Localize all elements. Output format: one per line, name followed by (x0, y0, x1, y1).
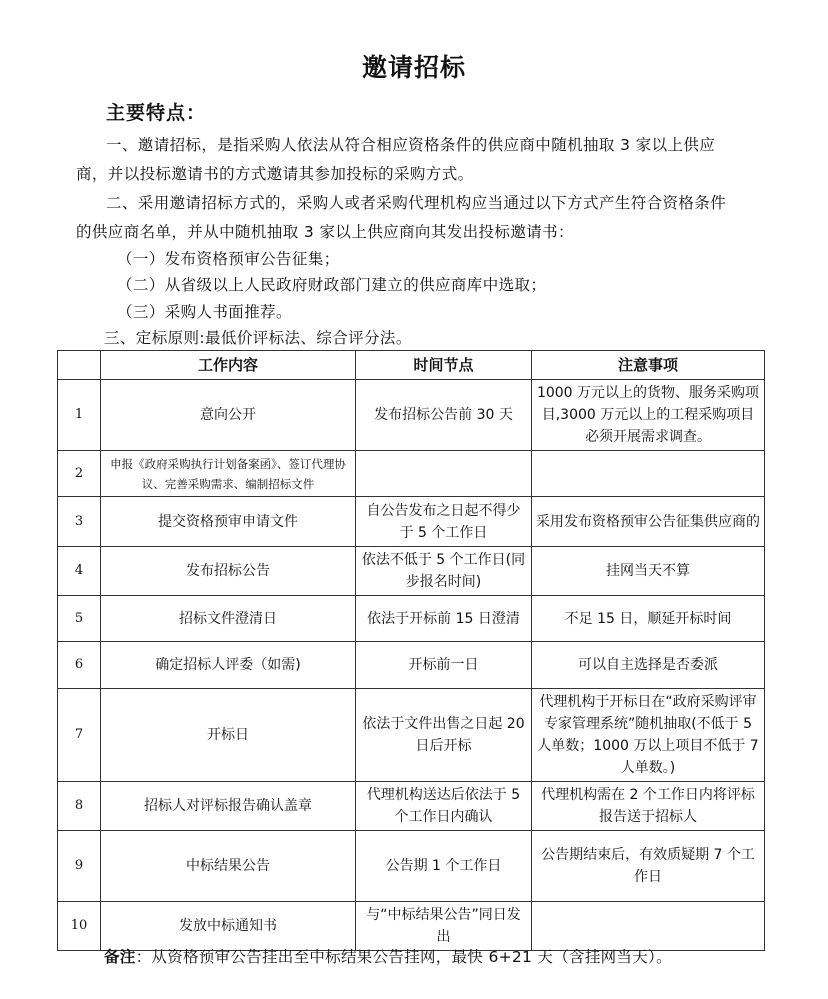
principle-line: 三、定标原则:最低价评标法、综合评分法。 (104, 329, 412, 347)
row-content: 意向公开 (101, 380, 356, 451)
row-note: 可以自主选择是否委派 (532, 642, 765, 689)
paragraph-1: 一、邀请招标，是指采购人依法从符合相应资格条件的供应商中随机抽取 3 家以上供应商，并以投标邀请书的方式邀请其参加投标的采购方式。 (76, 136, 716, 183)
row-content: 中标结果公告 (101, 831, 356, 902)
row-time: 自公告发布之日起不得少于 5 个工作日 (356, 497, 532, 547)
row-content: 发放中标通知书 (101, 902, 356, 951)
row-number: 3 (58, 497, 101, 547)
row-time (356, 451, 532, 497)
row-time: 发布招标公告前 30 天 (356, 380, 532, 451)
row-number: 2 (58, 451, 101, 497)
table-row (58, 831, 765, 902)
row-content: 确定招标人评委（如需) (101, 642, 356, 689)
row-number: 10 (58, 902, 101, 951)
row-note: 公告期结束后，有效质疑期 7 个工作日 (532, 831, 765, 902)
table-row (58, 451, 765, 497)
header-time-node: 时间节点 (356, 351, 532, 380)
row-number: 9 (58, 831, 101, 902)
row-content: 招标人对评标报告确认盖章 (101, 782, 356, 831)
row-time: 开标前一日 (356, 642, 532, 689)
row-number: 8 (58, 782, 101, 831)
table-row (58, 642, 765, 689)
table-row (58, 497, 765, 547)
row-content: 申报《政府采购执行计划备案函》、签订代理协议、完善采购需求、编制招标文件 (101, 451, 356, 497)
row-time: 依法不低于 5 个工作日(同步报名时间) (356, 547, 532, 596)
page-title: 邀请招标 (361, 53, 466, 82)
table-row (58, 902, 765, 951)
row-number: 5 (58, 596, 101, 642)
table-row (58, 380, 765, 451)
row-number: 6 (58, 642, 101, 689)
paragraph-2: 二、采用邀请招标方式的，采购人或者采购代理机构应当通过以下方式产生符合资格条件的供应商名单，并从中随机抽取 3 家以上供应商向其发出投标邀请书： (76, 194, 727, 241)
work-schedule-table (57, 350, 765, 951)
row-time: 依法于开标前 15 日澄清 (356, 596, 532, 642)
remark-text: ：从资格预审公告挂出至中标结果公告挂网，最快 6+21 天（含挂网当天）。 (135, 948, 672, 966)
row-note: 采用发布资格预审公告征集供应商的 (532, 497, 765, 547)
row-content: 发布招标公告 (101, 547, 356, 596)
table-header-row (58, 351, 765, 380)
row-note: 代理机构于开标日在“政府采购评审专家管理系统”随机抽取(不低于 5 人单数；1000 万以上项目不低于 7 人单数。) (532, 689, 765, 782)
sub-item-1: （一）发布资格预审公告征集； (117, 250, 340, 268)
row-time: 代理机构送达后依法于 5 个工作日内确认 (356, 782, 532, 831)
row-note: 代理机构需在 2 个工作日内将评标报告送于招标人 (532, 782, 765, 831)
row-time: 公告期 1 个工作日 (356, 831, 532, 902)
row-note: 不足 15 日，顺延开标时间 (532, 596, 765, 642)
row-number: 7 (58, 689, 101, 782)
table-row (58, 782, 765, 831)
sub-item-2: （二）从省级以上人民政府财政部门建立的供应商库中选取； (117, 276, 547, 294)
row-note: 1000 万元以上的货物、服务采购项目,3000 万元以上的工程采购项目必须开展需求调查。 (532, 380, 765, 451)
row-content: 开标日 (101, 689, 356, 782)
header-work-content: 工作内容 (101, 351, 356, 380)
row-time: 与“中标结果公告”同日发出 (356, 902, 532, 951)
remark-line (104, 945, 672, 967)
row-note: 挂网当天不算 (532, 547, 765, 596)
row-content: 提交资格预审申请文件 (101, 497, 356, 547)
row-content: 招标文件澄清日 (101, 596, 356, 642)
row-note (532, 902, 765, 951)
row-number: 1 (58, 380, 101, 451)
table-row (58, 689, 765, 782)
header-number (58, 351, 101, 380)
remark-label: 备注 (104, 948, 136, 966)
table-row (58, 596, 765, 642)
header-notes: 注意事项 (532, 351, 765, 380)
row-number: 4 (58, 547, 101, 596)
row-note (532, 451, 765, 497)
table-row (58, 547, 765, 596)
sub-item-3: （三）采购人书面推荐。 (117, 303, 292, 321)
row-time: 依法于文件出售之日起 20 日后开标 (356, 689, 532, 782)
features-heading: 主要特点： (106, 102, 207, 124)
